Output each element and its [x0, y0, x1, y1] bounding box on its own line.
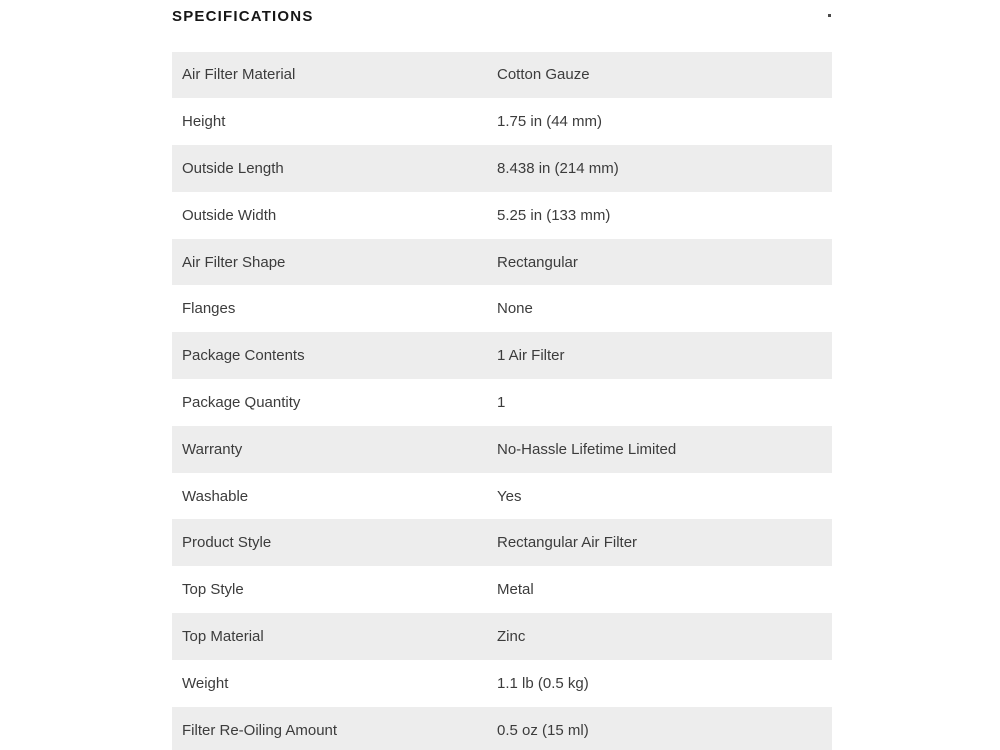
spec-value: 8.438 in (214 mm) [497, 159, 619, 177]
spec-label: Weight [182, 674, 229, 692]
table-row [172, 566, 832, 613]
table-row [172, 98, 832, 145]
spec-value: 1.75 in (44 mm) [497, 113, 603, 131]
spec-label: Washable [182, 487, 249, 505]
spec-label: Flanges [182, 300, 236, 318]
table-row [172, 707, 832, 750]
spec-label: Outside Width [182, 206, 277, 224]
table-row [172, 473, 832, 520]
table-row [172, 52, 832, 99]
spec-label: Warranty [182, 440, 243, 458]
table-row [172, 519, 832, 566]
table-row [172, 145, 832, 192]
table-row [172, 192, 832, 239]
spec-label: Top Material [182, 627, 264, 645]
spec-value: Metal [497, 581, 534, 599]
table-row [172, 332, 832, 379]
spec-label: Outside Length [182, 159, 284, 177]
spec-value: 1 [497, 393, 506, 411]
table-row [172, 613, 832, 660]
spec-label: Filter Re-Oiling Amount [182, 721, 338, 739]
spec-value: Cotton Gauze [497, 66, 590, 84]
spec-label: Height [182, 113, 226, 131]
spec-value: 1 Air Filter [497, 347, 565, 365]
section-title: SPECIFICATIONS [172, 8, 314, 25]
spec-label: Air Filter Shape [182, 253, 286, 271]
spec-value: No-Hassle Lifetime Limited [497, 440, 677, 458]
table-row [172, 239, 832, 286]
spec-label: Product Style [182, 534, 272, 552]
spec-value: 5.25 in (133 mm) [497, 206, 611, 224]
spec-table-body [172, 52, 832, 750]
spec-value: 1.1 lb (0.5 kg) [497, 674, 589, 692]
table-row [172, 426, 832, 473]
table-row [172, 285, 832, 332]
spec-label: Package Quantity [182, 393, 301, 411]
spec-value: None [497, 300, 533, 318]
corner-dot [828, 14, 831, 17]
spec-label: Air Filter Material [182, 66, 296, 84]
spec-value: 0.5 oz (15 ml) [497, 721, 589, 739]
spec-value: Yes [497, 487, 522, 505]
spec-value: Rectangular [497, 253, 578, 271]
spec-value: Rectangular Air Filter [497, 534, 638, 552]
spec-value: Zinc [497, 627, 526, 645]
spec-label: Top Style [182, 581, 244, 599]
table-row [172, 379, 832, 426]
spec-label: Package Contents [182, 347, 305, 365]
table-row [172, 660, 832, 707]
